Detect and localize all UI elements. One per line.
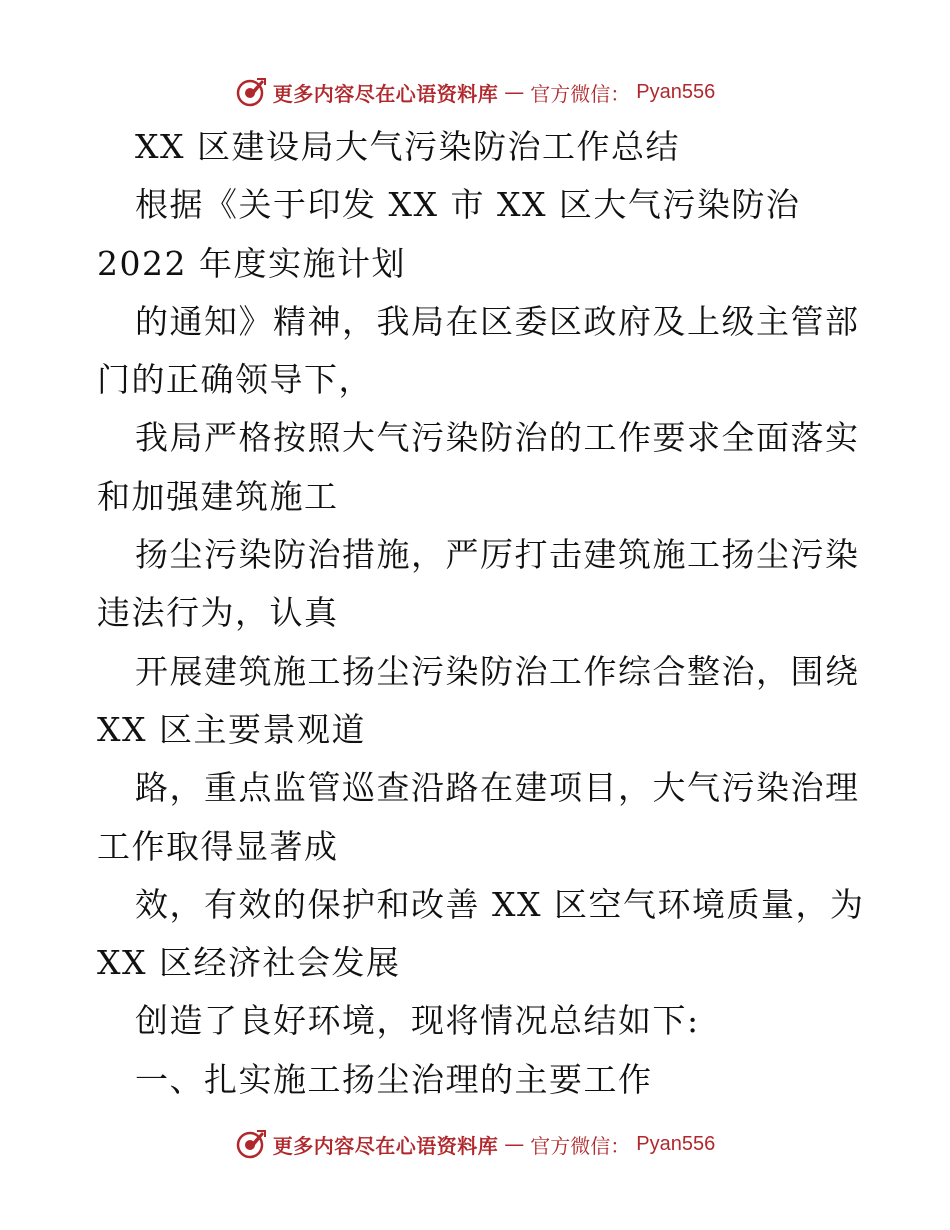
banner-wechat-id: Pyan556	[636, 80, 716, 103]
text-line: 创造了良好环境，现将情况总结如下:	[135, 1001, 700, 1041]
footer-banner	[0, 1124, 950, 1164]
banner-official-label: 官方微信：	[530, 81, 631, 106]
text-line: 我局严格按照大气污染防治的工作要求全面落实	[135, 418, 860, 458]
text-line: XX 区经济社会发展	[97, 943, 401, 983]
text-line: 路，重点监管巡查沿路在建项目，大气污染治理	[135, 768, 860, 808]
text-line: 效，有效的保护和改善 XX 区空气环境质量，为	[135, 884, 865, 924]
document-title: XX 区建设局大气污染防治工作总结	[135, 127, 680, 166]
banner-official-label: 官方微信：	[530, 1133, 631, 1158]
banner-content	[235, 1128, 715, 1160]
text-line: 根据《关于印发 XX 市 XX 区大气污染防治	[135, 185, 801, 225]
section-heading: 一、扎实施工扬尘治理的主要工作	[135, 1059, 653, 1099]
banner-text: 更多内容尽在心语资料库	[272, 1133, 499, 1158]
text-line: XX 区主要景观道	[97, 709, 366, 749]
text-line: 和加强建筑施工	[97, 476, 339, 516]
text-line: 门的正确领导下，	[97, 360, 373, 400]
text-line: 开展建筑施工扬尘污染防治工作综合整治，围绕	[135, 651, 860, 691]
banner-separator: —	[504, 1132, 525, 1156]
document-body	[97, 118, 865, 1109]
banner-separator: —	[504, 80, 525, 104]
text-line: 扬尘污染防治措施，严厉打击建筑施工扬尘污染	[135, 535, 860, 575]
text-line: 工作取得显著成	[97, 826, 339, 866]
text-line: 违法行为，认真	[97, 593, 339, 633]
header-banner	[0, 72, 950, 112]
banner-content	[235, 76, 715, 108]
banner-wechat-id: Pyan556	[636, 1132, 716, 1155]
text-line: 的通知》精神，我局在区委区政府及上级主管部	[135, 301, 860, 341]
quill-logo-icon	[235, 76, 267, 108]
banner-text: 更多内容尽在心语资料库	[272, 81, 499, 106]
quill-logo-icon	[235, 1128, 267, 1160]
text-line: 2022 年度实施计划	[97, 243, 406, 283]
